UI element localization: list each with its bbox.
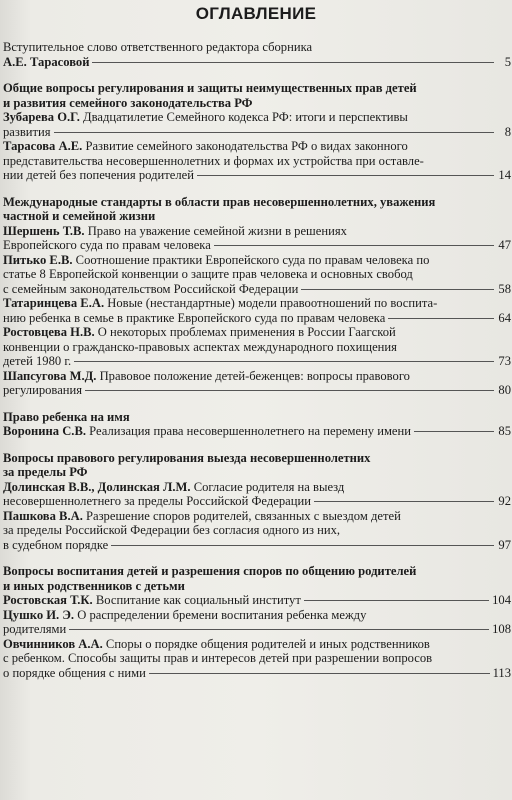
toc-entry[interactable]: [3, 637, 511, 681]
entry-last-line: [3, 666, 511, 681]
page-number: 85: [498, 424, 511, 438]
entry-author: Зубарева О.Г.: [3, 110, 80, 124]
entry-text: о порядке общения с ними: [3, 665, 146, 680]
toc-entry[interactable]: [3, 40, 511, 69]
page-number: 5: [504, 54, 511, 69]
leader-line: [304, 600, 489, 601]
entry-text: Развитие семейного законодательства РФ о видах законного: [82, 139, 408, 153]
toc-section: [3, 564, 511, 680]
entry-last-text: [3, 593, 301, 608]
leader-line: [111, 545, 494, 546]
entry-line: [3, 608, 511, 623]
section-heading: Международные стандарты в области прав несовершеннолетних, уважения: [3, 194, 436, 209]
entry-text: развития: [3, 124, 51, 139]
entry-last-line: [3, 311, 511, 326]
section-heading: Общие вопросы регулирования и защиты неимущественных прав детей: [3, 81, 417, 95]
toc-entry[interactable]: [3, 296, 511, 325]
entry-author: Татаринцева Е.А.: [3, 296, 105, 310]
entry-last-line: [3, 494, 511, 509]
toc-section: [3, 40, 511, 69]
entry-last-text: [3, 125, 51, 140]
page-number: 80: [498, 383, 511, 397]
entry-line: [3, 325, 511, 340]
toc-entry[interactable]: [3, 369, 511, 398]
entry-author: Ростовцева Н.В.: [3, 325, 95, 339]
entry-last-text: [3, 666, 146, 681]
entry-last-line: [3, 383, 511, 398]
entry-text: Европейского суда по правам человека: [3, 238, 211, 252]
toc-entry[interactable]: [3, 509, 511, 553]
entry-line: [3, 637, 511, 652]
entry-text: регулирования: [3, 383, 83, 397]
leader-line: [388, 318, 494, 319]
entry-text: с семейным законодательством Российской Федерации: [3, 281, 299, 296]
leader-line: [414, 431, 494, 432]
page-number: 14: [498, 168, 511, 182]
entry-author: Овчинников А.А.: [3, 636, 103, 651]
toc-entry[interactable]: [3, 480, 511, 509]
entry-text: Разрешение споров родителей, связанных с выездом детей: [82, 508, 401, 523]
entry-author: Пашкова В.А.: [3, 508, 83, 523]
entry-last-text: [3, 168, 194, 183]
section-heading: частной и семейной жизни: [3, 209, 156, 223]
entry-text: статье 8 Европейской конвенции о защите прав человека и основных свобод: [3, 267, 413, 281]
toc-section: [3, 410, 511, 439]
toc-entry[interactable]: [3, 325, 511, 369]
entry-author: А.Е. Тарасовой: [3, 54, 90, 69]
entry-last-text: [3, 494, 311, 509]
entry-last-line: [3, 354, 511, 369]
entry-line: [3, 340, 511, 355]
page-number: 104: [492, 593, 511, 607]
leader-line: [197, 175, 494, 176]
entry-text: детей 1980 г.: [3, 354, 72, 368]
entry-text: в судебном порядке: [3, 537, 109, 552]
toc-section: [3, 451, 511, 553]
entry-author: Воронина С.В.: [3, 424, 87, 438]
entry-text: Новые (нестандартные) модели правоотношений по воспита-: [104, 296, 438, 310]
page-title: ОГЛАВЛЕНИЕ: [195, 4, 317, 23]
entry-text: за пределы Российской Федерации без согласия одного из них,: [3, 523, 341, 537]
section-heading: за пределы РФ: [3, 465, 88, 479]
page-number: 97: [498, 537, 511, 552]
page-number: 64: [498, 310, 511, 325]
table-of-contents: [3, 40, 511, 692]
toc-entry[interactable]: [3, 224, 511, 253]
entry-text: О некоторых проблемах применения в России Гаагской: [94, 325, 396, 339]
entry-last-line: [3, 622, 511, 637]
entry-line: [3, 480, 511, 495]
entry-last-line: [3, 424, 511, 439]
leader-line: [69, 629, 489, 630]
entry-last-text: [3, 282, 298, 297]
entry-last-line: [3, 55, 511, 70]
page-number: 113: [492, 665, 511, 680]
entry-text: несовершеннолетнего за пределы Российской Федерации: [3, 494, 311, 508]
leader-line: [85, 390, 494, 391]
entry-last-text: [3, 383, 82, 398]
toc-section: [3, 195, 511, 398]
entry-text: Двадцатилетие Семейного кодекса РФ: итоги и перспективы: [79, 110, 408, 124]
entry-last-line: [3, 282, 511, 297]
leader-line: [92, 62, 494, 63]
entry-last-text: [3, 424, 411, 439]
entry-line: [3, 110, 511, 125]
leader-line: [301, 289, 494, 290]
page-number: 92: [498, 494, 511, 508]
entry-line: [3, 139, 511, 154]
entry-text: родителями: [3, 622, 67, 636]
entry-line: [3, 523, 511, 538]
entry-author: Цушко И. Э.: [3, 607, 75, 622]
toc-section: [3, 81, 511, 183]
entry-last-text: [3, 622, 66, 637]
entry-author: Тарасова А.Е.: [3, 139, 83, 153]
page-number: 47: [498, 238, 511, 252]
toc-entry[interactable]: [3, 424, 511, 439]
entry-text: нии детей без попечения родителей: [3, 168, 194, 182]
entry-text: представительства несовершеннолетних и формах их устройства при оставле-: [3, 153, 424, 168]
entry-last-line: [3, 538, 511, 553]
entry-text: нию ребенка в семье в практике Европейского суда по правам человека: [3, 310, 386, 325]
section-heading: Вопросы воспитания детей и разрешения споров по общению родителей: [3, 564, 417, 578]
entry-line: [3, 369, 511, 384]
leader-line: [214, 245, 494, 246]
page-number: 108: [492, 622, 511, 636]
entry-line: [3, 267, 511, 282]
entry-last-line: [3, 168, 511, 183]
entry-last-text: [3, 311, 385, 326]
toc-entry[interactable]: [3, 110, 511, 139]
entry-author: Долинская В.В., Долинская Л.М.: [3, 479, 191, 494]
toc-entry[interactable]: [3, 608, 511, 637]
entry-text: Согласие родителя на выезд: [190, 479, 345, 494]
section-heading: и развития семейного законодательства РФ: [3, 95, 253, 110]
entry-last-text: [3, 354, 71, 369]
leader-line: [74, 361, 494, 362]
entry-text: Правовое положение детей-беженцев: вопросы правового: [96, 368, 410, 383]
toc-entry[interactable]: [3, 253, 511, 297]
entry-author: Ростовская Т.К.: [3, 593, 93, 607]
entry-text: Реализация права несовершеннолетнего на перемену имени: [86, 424, 412, 438]
entry-text: с ребенком. Способы защиты прав и интересов детей при разрешении вопросов: [3, 651, 433, 665]
entry-text: Споры о порядке общения родителей и иных родственников: [102, 636, 430, 651]
entry-author: Шершень Т.В.: [3, 223, 85, 238]
section-heading: Право ребенка на имя: [3, 409, 130, 424]
leader-line: [54, 132, 494, 133]
entry-line: [3, 154, 511, 169]
entry-line: [3, 509, 511, 524]
entry-text: Воспитание как социальный институт: [92, 593, 301, 607]
toc-entry[interactable]: [3, 593, 511, 608]
entry-author: Питько Е.В.: [3, 252, 73, 267]
entry-text: Соотношение практики Европейского суда по правам человека по: [72, 252, 430, 267]
entry-last-text: [3, 55, 89, 70]
leader-line: [314, 501, 494, 502]
entry-line: [3, 296, 511, 311]
entry-last-text: [3, 538, 108, 553]
entry-last-line: [3, 125, 511, 140]
entry-line: [3, 40, 511, 55]
entry-line: [3, 224, 511, 239]
entry-line: [3, 651, 511, 666]
page-number: 58: [498, 281, 511, 296]
entry-line: [3, 253, 511, 268]
entry-text: Право на уважение семейной жизни в решениях: [84, 223, 347, 238]
entry-text: Вступительное слово ответственного редактора сборника: [3, 40, 313, 54]
entry-text: конвенции о гражданско-правовых аспектах международного похищения: [3, 339, 397, 354]
entry-last-text: [3, 238, 211, 253]
section-heading: и иных родственников с детьми: [3, 578, 185, 593]
section-heading: Вопросы правового регулирования выезда несовершеннолетних: [3, 450, 371, 465]
toc-entry[interactable]: [3, 139, 511, 183]
entry-author: Шапсугова М.Д.: [3, 368, 97, 383]
entry-text: О распределении бремени воспитания ребенка между: [74, 607, 367, 622]
entry-last-line: [3, 238, 511, 253]
leader-line: [149, 673, 490, 674]
page-number: 8: [504, 124, 511, 139]
entry-last-line: [3, 593, 511, 608]
page-number: 73: [498, 354, 511, 368]
